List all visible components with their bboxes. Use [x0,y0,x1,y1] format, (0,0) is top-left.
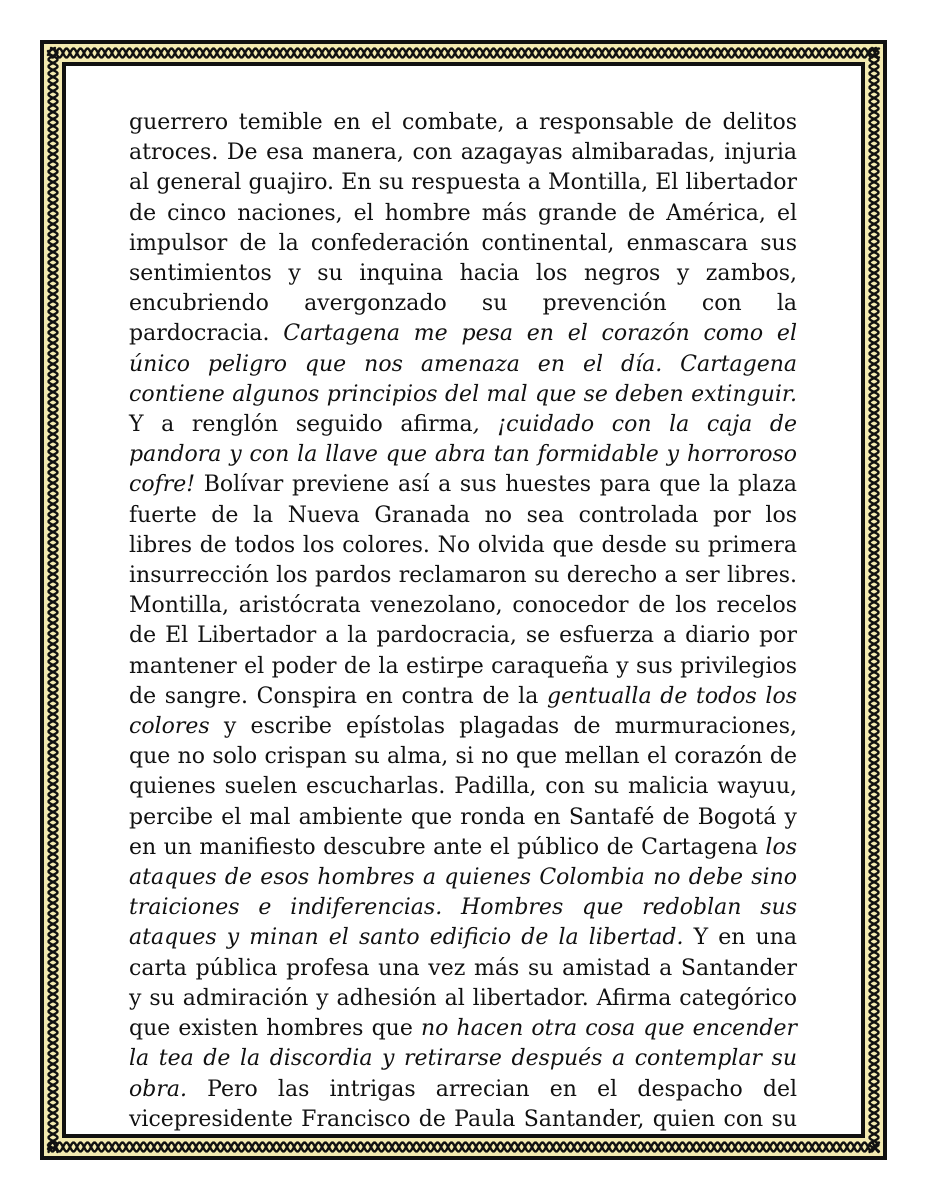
italic-quote: no hacen otra cosa que encender la tea de la discordia y retirarse después a contemplar su obra. [129,1016,797,1102]
body-paragraph [129,108,797,1135]
text-run: Y en una carta pública profesa una vez más su amistad a Santander y su admiración y adhesión al libertador. Afirma categórico que existen hombres que [129,925,797,1042]
italic-quote: gentualla de todos los colores [129,683,798,740]
italic-quote: , ¡cuidado con la caja de pandora y con la llave que abra tan formidable y horroroso cofre! [129,412,798,498]
body-text [129,108,797,1135]
text-run: guerrero temible en el combate, a responsable de delitos atroces. De esa manera, con azagayas almibaradas, injuria al general guajiro. En su respuesta a Montilla, El libertador de cinco naciones, el hombre más grande de América, el impulsor de la confederación continental, enmascara sus sentimientos y su inquina hacia los negros y zambos, encubriendo avergonzado su prevención con la pardocracia. [129,110,797,347]
text-run: Pero las intrigas arrecian en el despacho del vicepresidente Francisco de Paula Santander, quien con su [129,1076,797,1132]
italic-quote: los ataques de esos hombres a quienes Colombia no debe sino traiciones e indiferencias. Hombres que redoblan sus ataques y minan el santo edificio de la libertad. [129,834,797,951]
text-run: Y a renglón seguido afirma [129,412,473,438]
italic-quote: Cartagena me pesa en el corazón como el único peligro que nos amenaza en el día. Cartagena contiene algunos principios del mal que se deben extinguir. [129,321,797,407]
text-run: Bolívar previene así a sus huestes para que la plaza fuerte de la Nueva Granada no sea controlada por los libres de todos los colores. No olvida que desde su primera insurrección los pardos reclamaron su derecho a ser libres. Montilla, aristócrata venezolano, conocedor de los recelos de El Libertador a la pardocracia, se esfuerza a diario por mantener el poder de la estirpe caraqueña y sus privilegios de sangre. Conspira en contra de la [129,472,797,709]
text-run: y escribe epístolas plagadas de murmuraciones, que no solo crispan su alma, si no que mellan el corazón de quienes suelen escucharlas. Padilla, con su malicia wayuu, percibe el mal ambiente que ronda en Santafé de Bogotá y en un manifiesto descubre ante el público de Cartagena [129,714,797,860]
